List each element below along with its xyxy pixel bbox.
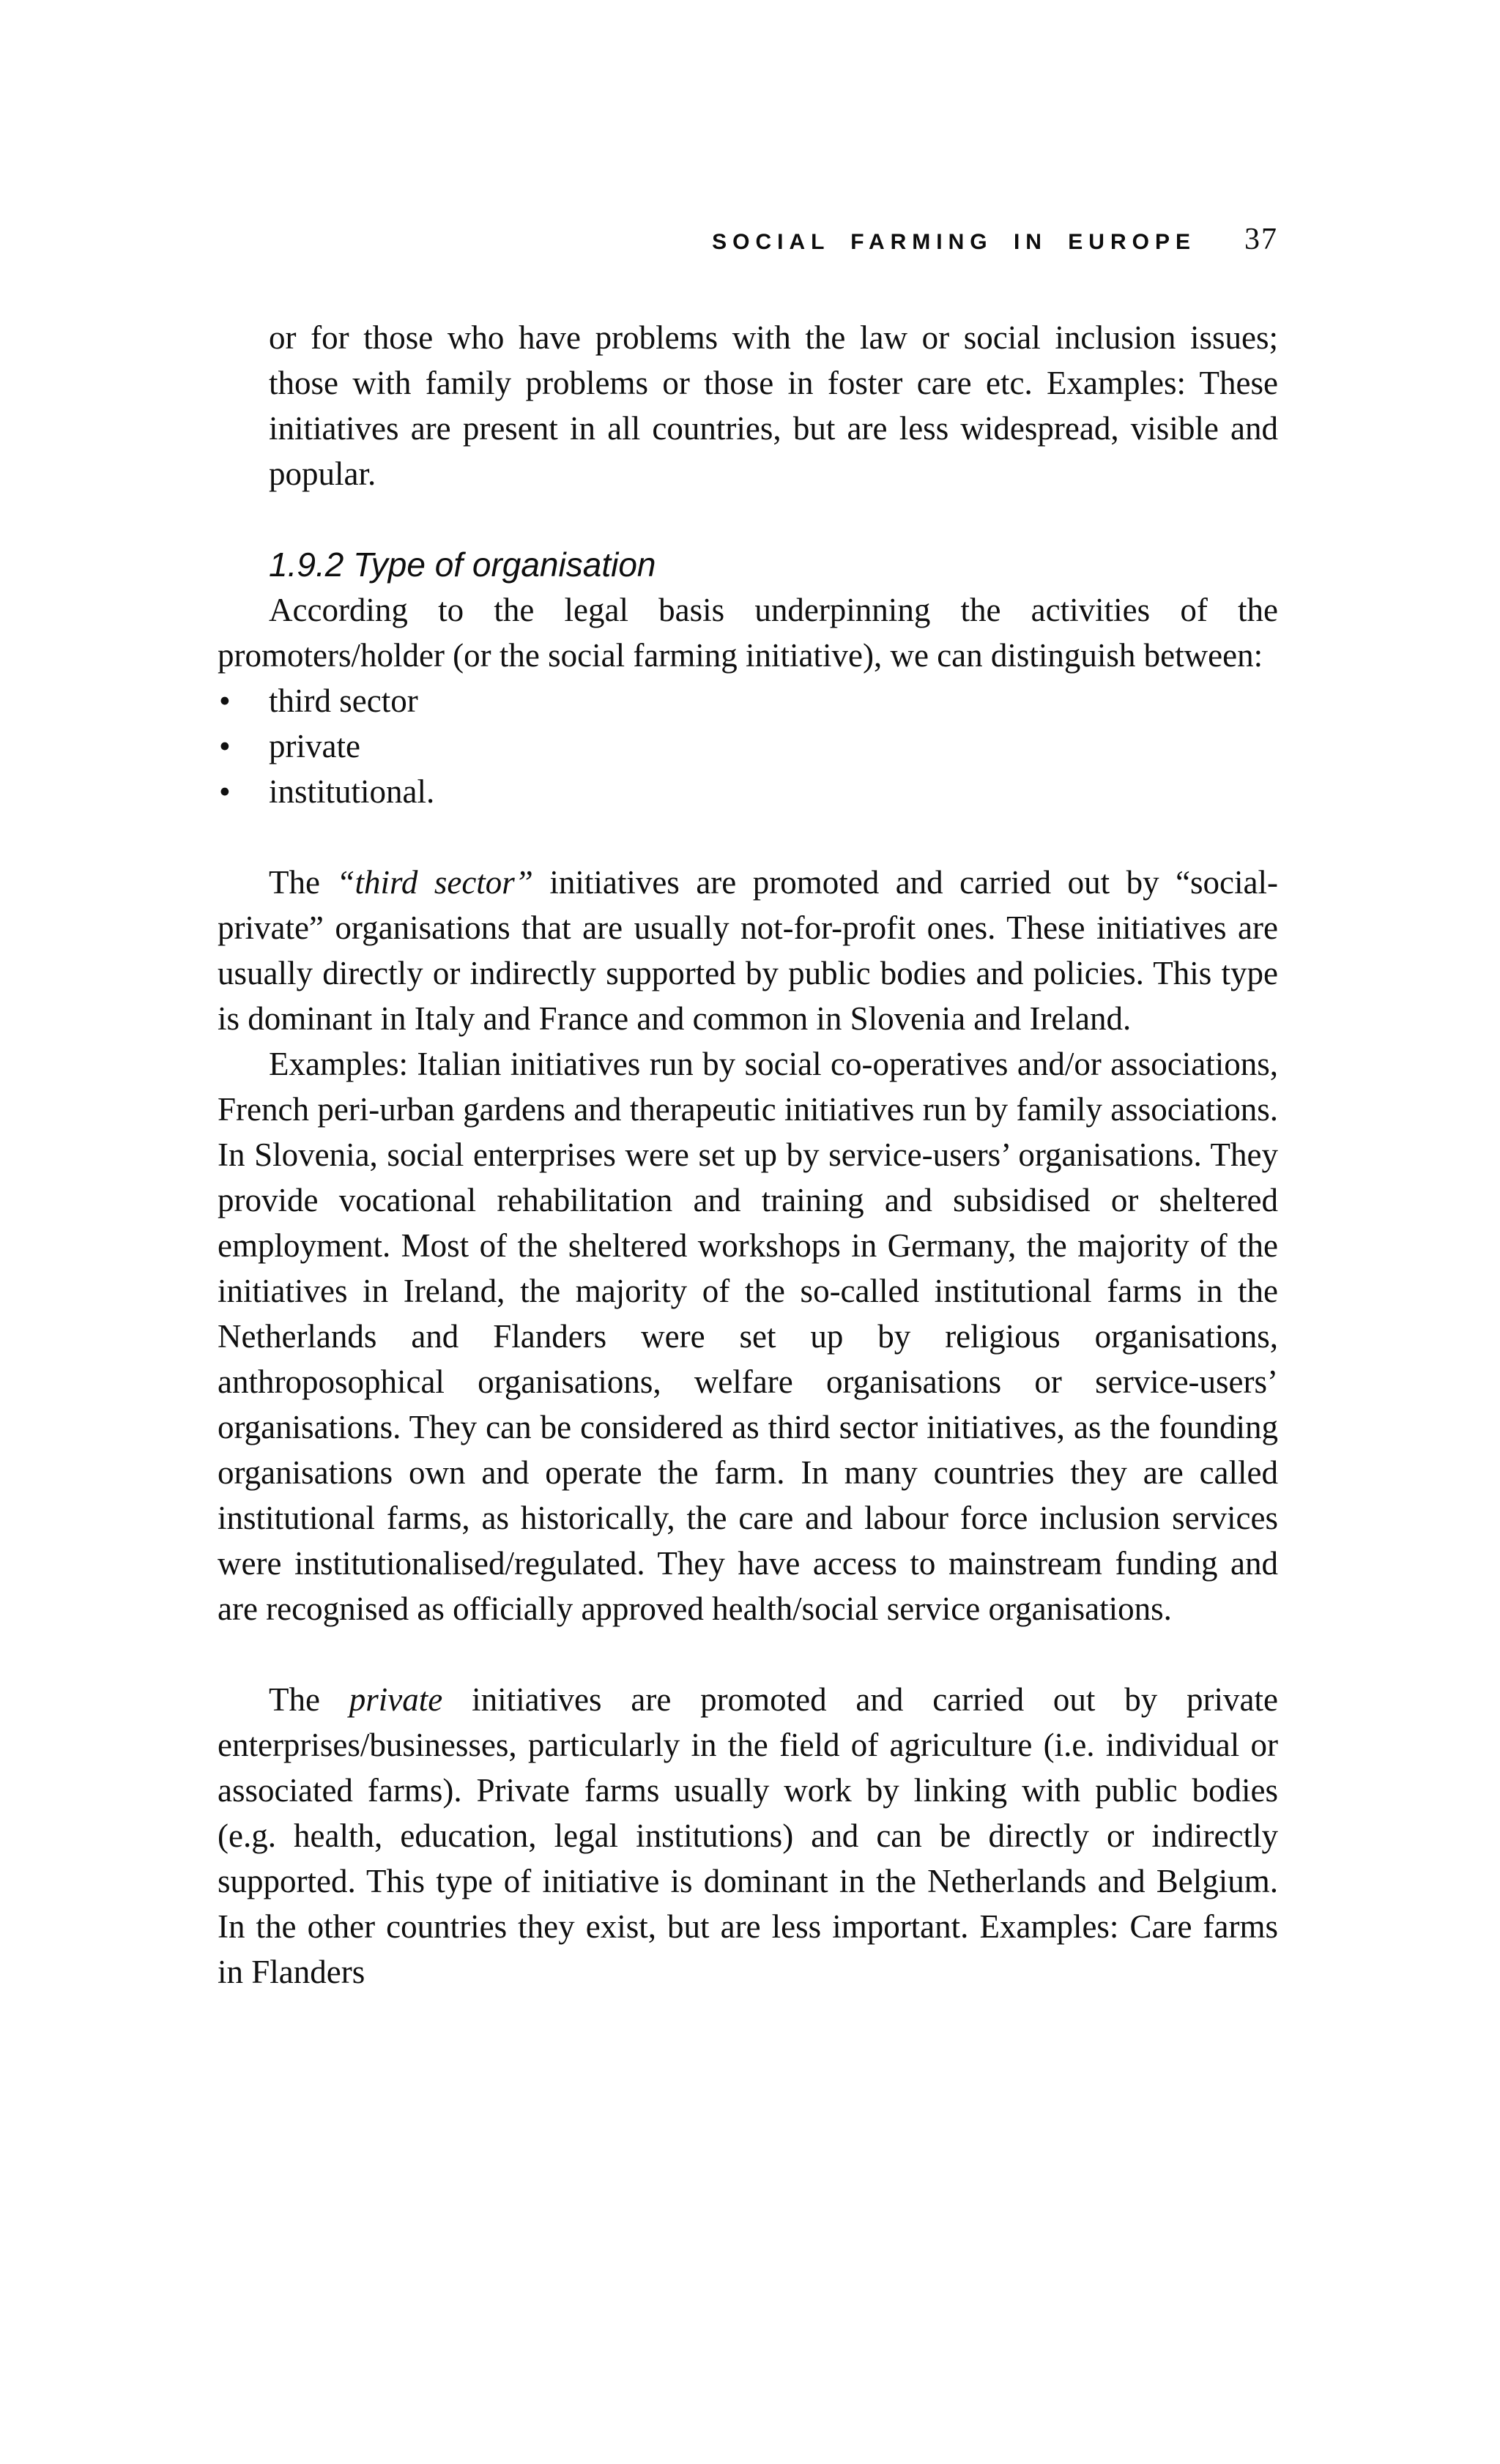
bullet-icon: • [219, 728, 231, 764]
list-item [218, 678, 1278, 723]
bullet-list [218, 678, 1278, 814]
paragraph-according: According to the legal basis underpinning the activities of the promoters/holder (or the social farming initiative), we can distinguish between: [218, 592, 1278, 674]
list-item-label: third sector [269, 682, 418, 719]
running-header [218, 222, 1278, 257]
running-head-title: SOCIAL FARMING IN EUROPE [712, 230, 1196, 254]
bullet-icon: • [219, 682, 231, 719]
paragraph-continuation: or for those who have problems with the law or social inclusion issues; those with family problems or those in foster care etc. Examples: These initiatives are present in all countries, but are less widespread, visible and popular. [269, 319, 1278, 492]
list-item [218, 723, 1278, 769]
section-heading: 1.9.2 Type of organisation [269, 546, 656, 584]
bullet-icon: • [219, 773, 231, 810]
paragraph-private: The private initiatives are promoted and carried out by private enterprises/businesses, particularly in the field of agriculture (i.e. individual or associated farms). Private farms usually work by linking with public bodies (e.g. health, education, legal institutions) and can be directly or indirectly supported. This type of initiative is dominant in the Netherlands and Belgium. In the other countries they exist, but are less important. Examples: Care farms in Flanders [218, 1681, 1278, 1990]
paragraph-examples: Examples: Italian initiatives run by social co-operatives and/or associations, French peri-urban gardens and therapeutic initiatives run by family associations. In Slovenia, social enterprises were set up by service-users’ organisations. They provide vocational rehabilitation and training and subsidised or sheltered employment. Most of the sheltered workshops in Germany, the majority of the initiatives in Ireland, the majority of the so-called institutional farms in the Netherlands and Flanders were set up by religious organisations, anthroposophical organisations, welfare organisations or service-users’ organisations. They can be considered as third sector initiatives, as the founding organisations own and operate the farm. In many countries they are called institutional farms, as historically, the care and labour force inclusion services were institutionalised/regulated. They have access to mainstream funding and are recognised as officially approved health/social service organisations. [218, 1046, 1278, 1627]
text-column [218, 315, 1278, 1995]
list-item [218, 769, 1278, 814]
page-number: 37 [1244, 223, 1278, 256]
paragraph-third-sector: The “third sector” initiatives are promoted and carried out by “social-private” organisations that are usually not-for-profit ones. These initiatives are usually directly or indirectly supported by public bodies and policies. This type is dominant in Italy and France and common in Slovenia and Ireland. [218, 864, 1278, 1037]
list-item-label: private [269, 728, 360, 764]
list-item-label: institutional. [269, 773, 435, 810]
